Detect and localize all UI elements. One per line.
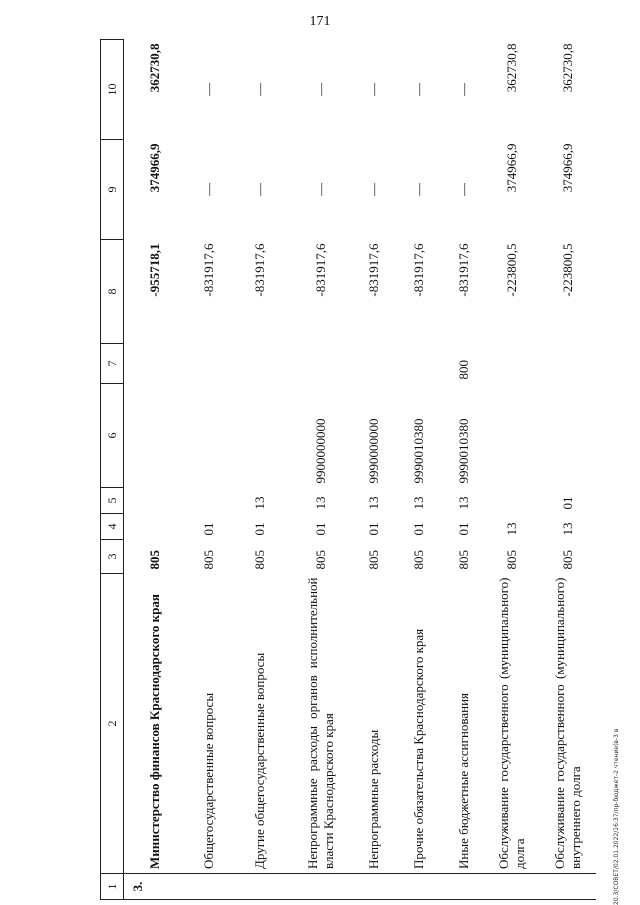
amount-col10-cell: —	[455, 83, 471, 96]
section-code-cell: 01	[251, 522, 267, 536]
subsection-code-cell	[484, 488, 540, 514]
amount-col10-cell: —	[312, 83, 328, 96]
target-article-cell	[484, 384, 540, 488]
footer-stamp: 20.3/СОВЕТ/02.01.2022/16:37/пр-бюджет-2 чтение(в-3 в	[613, 728, 620, 905]
row-name-cell: Общегосударственные вопросы	[200, 692, 216, 869]
amount-col10-cell: —	[251, 83, 267, 96]
table-row	[394, 40, 444, 900]
section-code-cell: 01	[365, 522, 381, 536]
table-row	[124, 40, 186, 900]
section-code-cell: 01	[200, 522, 216, 536]
expense-type-cell	[288, 344, 354, 384]
table-row	[354, 40, 394, 900]
row-name-cell: Прочие обязательства Краснодарского края	[410, 628, 426, 869]
amount-col10-cell: —	[200, 83, 216, 96]
budget-table-rotated	[100, 40, 590, 900]
amount-col9-cell: 374966,9	[559, 143, 575, 193]
expense-type-cell	[354, 344, 394, 384]
row-name-cell: Другие общегосударственные вопросы	[251, 652, 267, 869]
amount-col10-cell: 362730,8	[146, 43, 162, 93]
header-cell: 4	[101, 514, 124, 540]
table-row	[484, 40, 540, 900]
header-cell: 8	[101, 240, 124, 344]
target-article-cell: 9990000000	[365, 418, 381, 484]
section-code-cell	[124, 514, 186, 540]
amount-col9-cell: —	[365, 183, 381, 196]
target-article-cell	[540, 384, 596, 488]
subsection-code-cell	[124, 488, 186, 514]
header-cell: 2	[101, 574, 124, 874]
amount-col10-cell: —	[410, 83, 426, 96]
row-number-cell: 3.	[124, 874, 186, 900]
header-cell: 6	[101, 384, 124, 488]
subsection-code-cell: 13	[455, 496, 471, 510]
target-article-cell: 9900000000	[312, 418, 328, 484]
amount-col10-cell: 362730,8	[559, 43, 575, 93]
amount-col9-cell: —	[410, 183, 426, 196]
amount-col10-cell: 362730,8	[503, 43, 519, 93]
row-number-cell	[232, 874, 288, 900]
row-name-cell: Непрограммные расходы	[365, 729, 381, 869]
amount-col8-cell: -831917,6	[410, 243, 426, 297]
table-header-row	[101, 40, 124, 900]
expense-type-cell	[394, 344, 444, 384]
row-name-cell: Иные бюджетные ассигнования	[455, 692, 471, 869]
amount-col9-cell: —	[455, 183, 471, 196]
target-article-cell	[186, 384, 232, 488]
row-number-cell	[444, 874, 484, 900]
subsection-code-cell: 13	[365, 496, 381, 510]
row-number-cell	[394, 874, 444, 900]
amount-col8-cell: -831917,6	[365, 243, 381, 297]
expense-type-cell	[232, 344, 288, 384]
table-body	[124, 40, 596, 900]
budget-table	[100, 39, 596, 900]
table-row	[232, 40, 288, 900]
subsection-code-cell: 01	[559, 496, 575, 510]
amount-col9-cell: —	[251, 183, 267, 196]
row-name-cell: Министерство финансов Краснодарского края	[146, 594, 162, 869]
table-row	[444, 40, 484, 900]
amount-col8-cell: -831917,6	[455, 243, 471, 297]
amount-col8-cell: -223800,5	[503, 243, 519, 297]
subsection-code-cell: 13	[312, 496, 328, 510]
ministry-code-cell: 805	[146, 550, 162, 570]
ministry-code-cell: 805	[503, 550, 519, 570]
row-name-cell: Непрограммные расходы органов исполнительной власти Краснодарского края	[304, 577, 336, 869]
target-article-cell	[232, 384, 288, 488]
section-code-cell: 01	[455, 522, 471, 536]
amount-col9-cell: —	[312, 183, 328, 196]
row-name-cell: Обслуживание государственного (муниципального) долга	[495, 577, 527, 869]
table-row	[540, 40, 596, 900]
amount-col9-cell: 374966,9	[503, 143, 519, 193]
expense-type-cell	[186, 344, 232, 384]
header-cell: 10	[101, 40, 124, 140]
table-row	[288, 40, 354, 900]
subsection-code-cell: 13	[410, 496, 426, 510]
section-code-cell: 01	[312, 522, 328, 536]
row-number-cell	[354, 874, 394, 900]
page-number: 171	[309, 14, 331, 29]
ministry-code-cell: 805	[455, 550, 471, 570]
header-cell: 7	[101, 344, 124, 384]
header-cell: 1	[101, 874, 124, 900]
row-number-cell	[540, 874, 596, 900]
amount-col8-cell: -831917,6	[251, 243, 267, 297]
amount-col8-cell: -831917,6	[200, 243, 216, 297]
header-cell: 3	[101, 540, 124, 574]
header-cell: 5	[101, 488, 124, 514]
subsection-code-cell: 13	[251, 496, 267, 510]
row-name-cell: Обслуживание государственного (муниципального) внутреннего долга	[551, 577, 583, 869]
target-article-cell: 9990010380	[410, 418, 426, 484]
target-article-cell: 9990010380	[455, 418, 471, 484]
row-number-cell	[288, 874, 354, 900]
row-number-cell	[186, 874, 232, 900]
expense-type-cell	[124, 344, 186, 384]
amount-col8-cell: -955718,1	[146, 243, 162, 297]
amount-col10-cell: —	[365, 83, 381, 96]
section-code-cell: 13	[559, 522, 575, 536]
subsection-code-cell	[186, 488, 232, 514]
header-cell: 9	[101, 140, 124, 240]
section-code-cell: 13	[503, 522, 519, 536]
target-article-cell	[124, 384, 186, 488]
amount-col8-cell: -223800,5	[559, 243, 575, 297]
table-row	[186, 40, 232, 900]
expense-type-cell	[484, 344, 540, 384]
section-code-cell: 01	[410, 522, 426, 536]
ministry-code-cell: 805	[251, 550, 267, 570]
ministry-code-cell: 805	[200, 550, 216, 570]
row-number-cell	[484, 874, 540, 900]
expense-type-cell: 800	[455, 360, 471, 380]
ministry-code-cell: 805	[559, 550, 575, 570]
expense-type-cell	[540, 344, 596, 384]
ministry-code-cell: 805	[312, 550, 328, 570]
amount-col9-cell: 374966,9	[146, 143, 162, 193]
amount-col8-cell: -831917,6	[312, 243, 328, 297]
ministry-code-cell: 805	[365, 550, 381, 570]
amount-col9-cell: —	[200, 183, 216, 196]
ministry-code-cell: 805	[410, 550, 426, 570]
